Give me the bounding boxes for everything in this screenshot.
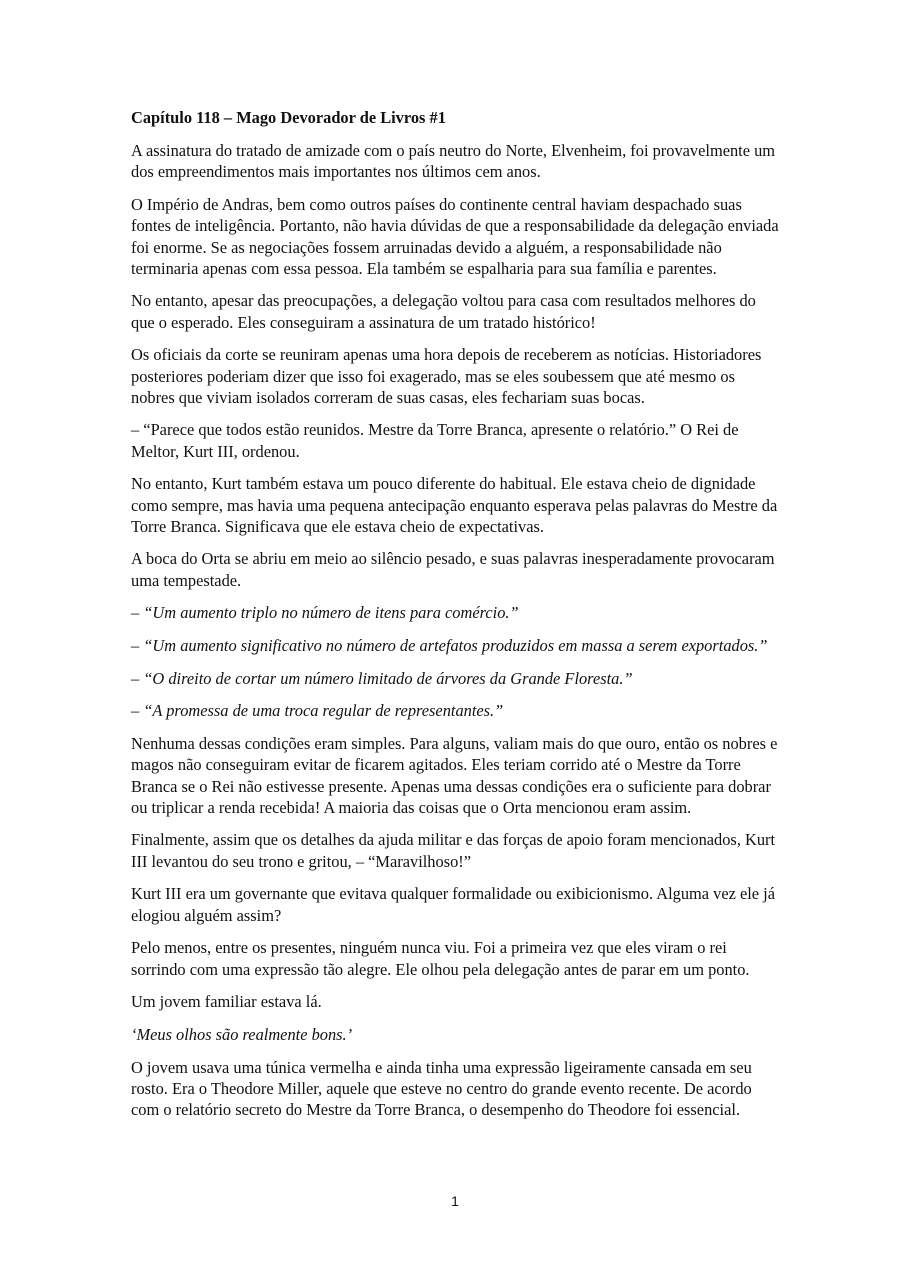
dialogue-paragraph: – “Parece que todos estão reunidos. Mestre da Torre Branca, apresente o relatório.” O Rei de Meltor, Kurt III, ordenou. (131, 420, 739, 461)
paragraph: Nenhuma dessas condições eram simples. Para alguns, valiam mais do que ouro, então os nobres e magos não conseguiram evitar de ficarem agitados. Eles teriam corrido até o Mestre da Torre Branca se o Rei não estivesse presente. Apenas uma dessas condições era o suficiente para dobrar ou triplicar a renda recebida! A maioria das coisas que o Orta mencionou eram assim. (131, 734, 778, 817)
paragraph: A assinatura do tratado de amizade com o país neutro do Norte, Elvenheim, foi provavelmente um dos empreendimentos mais importantes nos últimos cem anos. (131, 141, 776, 182)
quote-line (131, 668, 779, 689)
quote-dash: – (131, 668, 140, 688)
paragraph: Um jovem familiar estava lá. (131, 992, 322, 1012)
chapter-title: Capítulo 118 – Mago Devorador de Livros #1 (131, 108, 446, 127)
quote-text: “O direito de cortar um número limitado de árvores da Grande Floresta.” (143, 668, 633, 688)
quote-dash: – (131, 636, 140, 656)
paragraph: Finalmente, assim que os detalhes da ajuda militar e das forças de apoio foram mencionados, Kurt III levantou do seu trono e gritou, – “Maravilhoso!” (131, 830, 776, 871)
paragraph: O Império de Andras, bem como outros países do continente central haviam despachado suas fontes de inteligência. Portanto, não havia dúvidas de que a responsabilidade da delegação enviada foi enorme. Se as negociações fossem arruinadas devido a alguém, a responsabilidade não terminaria apenas com essa pessoa. Ela também se espalharia para sua família e parentes. (131, 195, 779, 278)
paragraph: O jovem usava uma túnica vermelha e ainda tinha uma expressão ligeiramente cansada em seu rosto. Era o Theodore Miller, aquele que esteve no centro do grande evento recente. De acordo com o relatório secreto do Mestre da Torre Branca, o desempenho do Theodore foi essencial. (131, 1057, 752, 1120)
paragraph: Pelo menos, entre os presentes, ninguém nunca viu. Foi a primeira vez que eles viram o rei sorrindo com uma expressão tão alegre. Ele olhou pela delegação antes de parar em um ponto. (131, 938, 750, 979)
quote-line (131, 700, 779, 721)
paragraph: No entanto, apesar das preocupações, a delegação voltou para casa com resultados melhores do que o esperado. Eles conseguiram a assinatura de um tratado histórico! (131, 291, 756, 332)
page-number: 1 (451, 1193, 459, 1209)
quote-text: “A promessa de uma troca regular de representantes.” (143, 701, 504, 721)
quote-dash: – (131, 701, 140, 721)
quote-dash: – (131, 603, 140, 623)
quote-text: “Um aumento significativo no número de artefatos produzidos em massa a serem exportados.” (143, 636, 768, 656)
paragraph: No entanto, Kurt também estava um pouco diferente do habitual. Ele estava cheio de dignidade como sempre, mas havia uma pequena antecipação enquanto esperava pelas palavras do Mestre da Torre Branca. Significava que ele estava cheio de expectativas. (131, 474, 778, 536)
paragraph: Os oficiais da corte se reuniram apenas uma hora depois de receberem as notícias. Historiadores posteriores poderiam dizer que isso foi exagerado, mas se eles soubessem que até mesmo os nobres que viviam isolados correram de suas casas, eles fechariam suas bocas. (131, 345, 762, 407)
inner-thought: ‘Meus olhos são realmente bons.’ (131, 1024, 353, 1044)
quote-text: “Um aumento triplo no número de itens para comércio.” (143, 603, 519, 623)
quote-line (131, 635, 779, 656)
paragraph: Kurt III era um governante que evitava qualquer formalidade ou exibicionismo. Alguma vez ele já elogiou alguém assim? (131, 884, 776, 925)
quote-line (131, 602, 779, 623)
paragraph: A boca do Orta se abriu em meio ao silêncio pesado, e suas palavras inesperadamente provocaram uma tempestade. (131, 549, 775, 590)
document-body (131, 107, 779, 1132)
